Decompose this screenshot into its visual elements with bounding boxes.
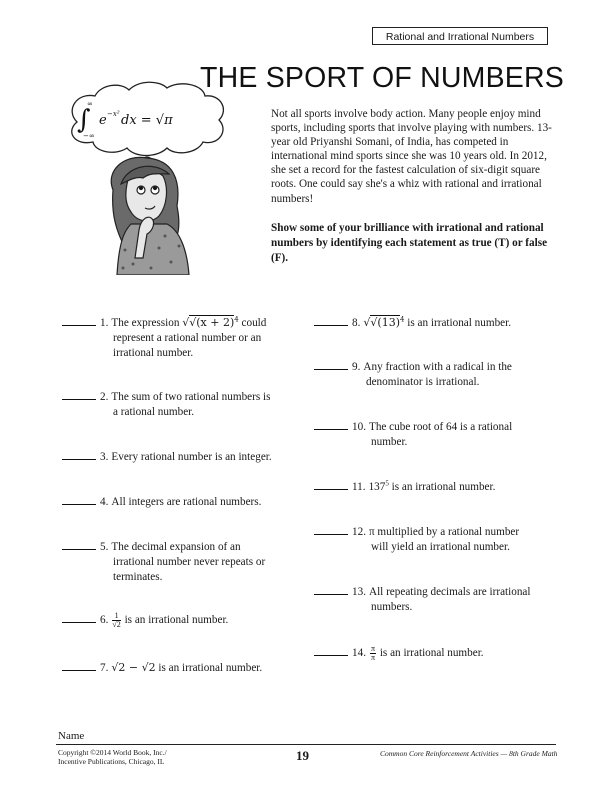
topic-label: Rational and Irrational Numbers (372, 27, 548, 45)
girl-figure (111, 157, 189, 275)
answer-blank[interactable] (314, 360, 348, 370)
girl-thinking-illustration (55, 80, 255, 275)
answer-blank[interactable] (314, 420, 348, 430)
answer-blank[interactable] (62, 316, 96, 326)
svg-text:e: e (99, 113, 107, 128)
name-field-label: Name (58, 730, 85, 742)
question-12: 12. π multiplied by a rational number will yield an irrational number. (314, 525, 559, 555)
series-title: Common Core Reinforcement Activities — 8th Grade Math (380, 749, 558, 758)
svg-text:−x²: −x² (107, 110, 120, 118)
copyright: Copyright ©2014 World Book, Inc./ Incentive Publications, Chicago, IL (58, 748, 167, 766)
svg-text:dx = √π: dx = √π (121, 113, 173, 128)
answer-blank[interactable] (314, 480, 348, 490)
question-7: 7. √2 − √2 is an irrational number. (62, 660, 302, 676)
question-6: 6. $\frac{1}{√2}$ is an irrational number. (62, 612, 302, 629)
answer-blank[interactable] (314, 525, 348, 535)
question-8: 8. $√√(13)^4$ is an irrational number. (314, 315, 559, 331)
page-title: THE SPORT OF NUMBERS (200, 62, 564, 94)
answer-blank[interactable] (314, 585, 348, 595)
answer-blank[interactable] (62, 390, 96, 400)
question-14: 14. $\frac{\pi}{\pi}$ is an irrational number. (314, 645, 559, 662)
answer-blank[interactable] (314, 646, 348, 656)
svg-text:∫: ∫ (77, 105, 91, 135)
question-4: 4. All integers are rational numbers. (62, 495, 302, 510)
question-1: 1. The expression $√√(x + 2)^4$ could represent a rational number or an irrational number. (62, 315, 302, 361)
svg-text:∞: ∞ (87, 100, 93, 108)
svg-text:−∞: −∞ (83, 132, 95, 140)
answer-blank[interactable] (62, 613, 96, 623)
answer-blank[interactable] (62, 540, 96, 550)
answer-blank[interactable] (62, 495, 96, 505)
answer-blank[interactable] (62, 450, 96, 460)
page-number: 19 (296, 748, 309, 763)
question-3: 3. Every rational number is an integer. (62, 450, 302, 465)
intro-paragraph: Not all sports involve body action. Many people enjoy mind sports, including sports that involve playing with numbers. 13-year old Priyanshi Somani, of India, has competed in international mind sports since she was 10 years old. In 2012, she set a record for the fastest calculation of six-digit square roots. One could say she's a whiz with rational and irrational numbers! (271, 108, 552, 205)
question-2: 2. The sum of two rational numbers is a rational number. (62, 390, 302, 420)
question-10: 10. The cube root of 64 is a rational number. (314, 420, 559, 450)
answer-blank[interactable] (314, 316, 348, 326)
question-13: 13. All repeating decimals are irrational numbers. (314, 585, 559, 615)
question-9: 9. Any fraction with a radical in the denominator is irrational. (314, 360, 559, 390)
name-line[interactable] (56, 744, 556, 745)
question-11: 11. $137^5$ is an irrational number. (314, 480, 559, 495)
question-5: 5. The decimal expansion of an irrational number never repeats or terminates. (62, 540, 302, 585)
answer-blank[interactable] (62, 661, 96, 671)
instructions: Show some of your brilliance with irrational and rational numbers by identifying each statement as true (T) or false (F). (271, 222, 548, 264)
